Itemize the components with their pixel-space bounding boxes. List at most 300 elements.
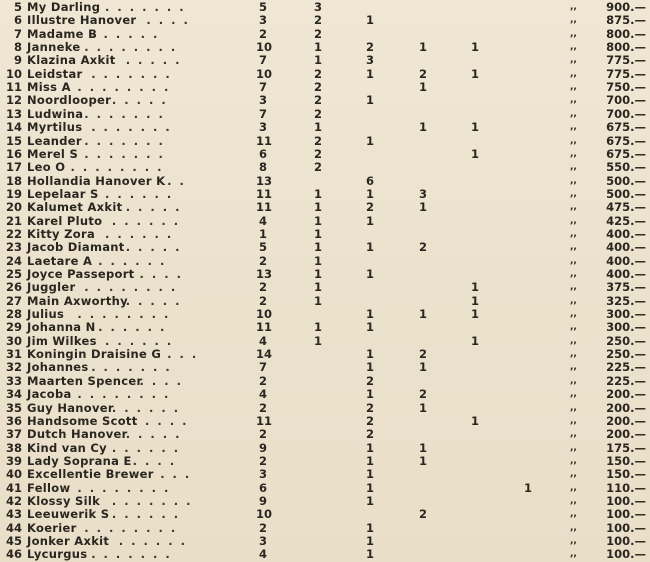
horse-name: Julius	[27, 307, 65, 322]
dot-leader: . . . . . . .	[105, 0, 186, 14]
count-col-1: 8	[258, 160, 267, 175]
dot-leader: . . . . . . .	[84, 133, 165, 148]
horse-name: Kind van Cy	[27, 440, 107, 455]
prize-amount: 800.—	[606, 26, 646, 41]
ditto-mark: ,,	[570, 295, 577, 306]
horse-name: Madame B	[27, 26, 98, 41]
ditto-mark: ,,	[570, 549, 577, 560]
count-col-2: 1	[313, 293, 322, 308]
count-col-5: 1	[470, 307, 479, 322]
horse-name: Klazina Axkit	[27, 53, 116, 68]
count-col-1: 4	[258, 333, 267, 348]
row-number: 40	[5, 467, 22, 482]
ditto-mark: ,,	[570, 442, 577, 453]
dot-leader: . . . . . . .	[91, 66, 172, 81]
count-col-1: 9	[258, 493, 267, 508]
count-col-6: 1	[523, 480, 532, 495]
count-col-1: 4	[258, 213, 267, 228]
dot-leader: . . .	[160, 467, 192, 482]
horse-name: Guy Hanover	[27, 400, 114, 415]
count-col-1: 13	[256, 267, 273, 281]
horse-name: Leeuwerik S	[27, 507, 110, 522]
horse-name: Merel S	[27, 146, 79, 161]
dot-leader: . . . . . . . .	[77, 80, 171, 95]
count-col-3: 1	[365, 440, 374, 455]
row-number: 19	[5, 186, 22, 201]
ditto-mark: ,,	[570, 28, 577, 39]
row-number: 46	[5, 547, 22, 562]
dot-leader: . . . . . . . .	[84, 280, 178, 295]
count-col-1: 4	[258, 387, 267, 402]
table-row	[0, 388, 650, 401]
count-col-1: 10	[256, 307, 273, 322]
count-col-2: 2	[313, 160, 322, 175]
dot-leader: . . . . . . .	[111, 493, 193, 508]
count-col-4: 1	[418, 360, 427, 375]
ditto-mark: ,,	[570, 482, 577, 493]
table-row	[0, 175, 650, 188]
dot-leader: . . . . . .	[118, 534, 188, 548]
prize-amount: 425.—	[606, 213, 646, 228]
count-col-1: 2	[258, 400, 267, 415]
dot-leader: . . . . . .	[98, 320, 167, 335]
row-number: 23	[5, 240, 22, 255]
row-number: 10	[5, 66, 22, 81]
count-col-1: 3	[258, 13, 267, 28]
count-col-1: 13	[256, 173, 273, 188]
dot-leader: . . . . .	[111, 93, 168, 108]
ditto-mark: ,,	[570, 495, 577, 506]
row-number: 37	[5, 427, 22, 442]
count-col-4: 1	[418, 40, 427, 55]
count-col-3: 2	[365, 373, 374, 388]
horse-name: Fellow	[27, 480, 71, 495]
ditto-mark: ,,	[570, 162, 577, 173]
dot-leader: . . . .	[139, 267, 183, 281]
dot-leader: . . . . . . . .	[77, 387, 171, 402]
row-number: 9	[13, 53, 22, 68]
ditto-mark: ,,	[570, 68, 577, 79]
dot-leader: . . . . . .	[105, 186, 174, 201]
count-col-5: 1	[470, 146, 479, 161]
ditto-mark: ,,	[570, 349, 577, 360]
count-col-4: 2	[418, 66, 427, 81]
dot-leader: . . . . .	[132, 413, 189, 428]
count-col-3: 2	[365, 40, 374, 55]
table-row	[0, 295, 650, 308]
count-col-2: 2	[313, 106, 322, 121]
count-col-1: 3	[258, 467, 267, 482]
prize-amount: 150.—	[606, 453, 646, 468]
prize-amount: 400.—	[606, 240, 646, 255]
ditto-mark: ,,	[570, 509, 577, 520]
table-row	[0, 482, 650, 495]
row-number: 35	[5, 400, 22, 415]
ditto-mark: ,,	[570, 108, 577, 119]
row-number: 12	[5, 93, 22, 108]
count-col-2: 1	[313, 253, 322, 268]
count-col-1: 14	[256, 347, 273, 362]
dot-leader: . . . . .	[125, 427, 182, 442]
horse-name: Kitty Zora	[27, 226, 96, 241]
count-col-1: 11	[256, 320, 273, 335]
table-row	[0, 28, 650, 41]
count-col-3: 1	[365, 547, 374, 562]
horse-name: My Darling	[27, 0, 101, 14]
table-row	[0, 228, 650, 241]
table-row	[0, 308, 650, 321]
horse-name: Dutch Hanover	[27, 427, 128, 442]
table-row	[0, 335, 650, 348]
row-number: 39	[5, 453, 22, 468]
count-col-3: 1	[365, 534, 374, 548]
count-col-1: 11	[256, 413, 273, 428]
count-col-1: 5	[258, 0, 267, 14]
count-col-1: 3	[258, 120, 267, 135]
count-col-2: 2	[313, 80, 322, 95]
count-col-5: 1	[470, 413, 479, 428]
horse-name: Lycurgus	[27, 547, 88, 562]
row-number: 8	[13, 40, 22, 55]
count-col-1: 3	[258, 93, 267, 108]
prize-amount: 675.—	[606, 133, 646, 148]
ditto-mark: ,,	[570, 269, 577, 279]
count-col-3: 1	[365, 307, 374, 322]
horse-name: Hollandia Hanover K	[27, 173, 166, 188]
row-number: 22	[5, 226, 22, 241]
row-number: 38	[5, 440, 22, 455]
count-col-3: 2	[365, 400, 374, 415]
ditto-mark: ,,	[570, 335, 577, 346]
count-col-1: 7	[258, 360, 267, 375]
dot-leader: . . . . . . .	[91, 360, 172, 375]
count-col-4: 2	[418, 507, 427, 522]
count-col-1: 11	[256, 200, 273, 215]
row-number: 17	[5, 160, 22, 175]
count-col-1: 6	[258, 146, 267, 161]
prize-amount: 500.—	[606, 186, 646, 201]
count-col-1: 5	[258, 240, 267, 255]
prize-amount: 550.—	[606, 160, 646, 175]
prize-amount: 110.—	[606, 480, 646, 495]
ditto-mark: ,,	[570, 82, 577, 93]
count-col-1: 2	[258, 520, 267, 535]
count-col-5: 1	[470, 120, 479, 135]
table-row	[0, 135, 650, 148]
dot-leader: . . . . . . . .	[77, 307, 171, 322]
row-number: 41	[5, 480, 22, 495]
horse-name: Myrtilus	[27, 120, 83, 135]
ditto-mark: ,,	[570, 135, 577, 146]
prize-amount: 675.—	[606, 120, 646, 135]
count-col-4: 2	[418, 240, 427, 255]
count-col-3: 1	[365, 480, 374, 495]
table-row	[0, 255, 650, 268]
ditto-mark: ,,	[570, 415, 577, 426]
count-col-3: 1	[365, 213, 374, 228]
count-col-3: 6	[365, 173, 374, 188]
count-col-3: 1	[365, 520, 374, 535]
table-row	[0, 161, 650, 174]
ditto-mark: ,,	[570, 309, 577, 320]
prize-amount: 325.—	[606, 293, 646, 308]
horse-name: Jonker Axkit	[27, 534, 110, 548]
prize-amount: 700.—	[606, 106, 646, 121]
prize-amount: 200.—	[606, 400, 646, 415]
prize-amount: 200.—	[606, 413, 646, 428]
table-row	[0, 54, 650, 67]
count-col-2: 1	[313, 320, 322, 335]
count-col-3: 1	[365, 453, 374, 468]
row-number: 43	[5, 507, 22, 522]
count-col-4: 1	[418, 440, 427, 455]
dot-leader: . . . .	[139, 373, 183, 388]
count-col-4: 1	[418, 120, 427, 135]
count-col-1: 2	[258, 280, 267, 295]
table-row	[0, 41, 650, 54]
dot-leader: . .	[167, 173, 186, 188]
prize-amount: 675.—	[606, 146, 646, 161]
prize-amount: 400.—	[606, 253, 646, 268]
ditto-mark: ,,	[570, 255, 577, 266]
horse-name: Klossy Silk	[27, 493, 101, 508]
table-row	[0, 455, 650, 468]
ditto-mark: ,,	[570, 42, 577, 53]
table-row	[0, 375, 650, 388]
horse-name: Koningin Draisine G	[27, 347, 162, 362]
table-row	[0, 108, 650, 121]
dot-leader: . . . . . . . .	[84, 520, 178, 535]
count-col-2: 2	[313, 66, 322, 81]
table-row	[0, 201, 650, 214]
dot-leader: . . . . . .	[111, 213, 181, 228]
ditto-mark: ,,	[570, 455, 577, 466]
count-col-5: 1	[470, 40, 479, 55]
horse-name: Jacoba	[27, 387, 72, 402]
count-col-2: 1	[313, 226, 322, 241]
prize-amount: 875.—	[606, 13, 646, 28]
table-row	[0, 188, 650, 201]
count-col-2: 1	[313, 200, 322, 215]
table-row	[0, 68, 650, 81]
horse-name: Leidstar	[27, 66, 83, 81]
table-row	[0, 522, 650, 535]
row-number: 18	[5, 173, 22, 188]
horse-name: Ludwina	[27, 106, 84, 121]
count-col-4: 3	[418, 186, 427, 201]
table-row	[0, 215, 650, 228]
ditto-mark: ,,	[570, 2, 577, 12]
count-col-1: 7	[258, 106, 267, 121]
horse-name: Illustre Hanover	[27, 13, 137, 28]
prize-amount: 250.—	[606, 347, 646, 362]
table-row	[0, 508, 650, 521]
horse-name: Johannes	[27, 360, 89, 375]
count-col-3: 1	[365, 467, 374, 482]
ditto-mark: ,,	[570, 375, 577, 386]
count-col-3: 1	[365, 133, 374, 148]
count-col-4: 1	[418, 80, 427, 95]
ditto-mark: ,,	[570, 215, 577, 226]
table-row	[0, 442, 650, 455]
table-row	[0, 14, 650, 27]
count-col-2: 3	[313, 0, 322, 14]
horse-name: Leander	[27, 133, 82, 148]
ditto-mark: ,,	[570, 228, 577, 239]
ditto-mark: ,,	[570, 15, 577, 26]
horse-name: Excellentie Brewer	[27, 467, 154, 482]
ditto-mark: ,,	[570, 202, 577, 213]
prize-amount: 775.—	[606, 53, 646, 68]
count-col-1: 11	[256, 186, 273, 201]
dot-leader: . . . . .	[125, 240, 182, 255]
ditto-mark: ,,	[570, 469, 577, 480]
row-number: 28	[5, 307, 22, 322]
count-col-2: 1	[313, 40, 322, 55]
table-row	[0, 548, 650, 561]
row-number: 30	[5, 333, 22, 348]
row-number: 27	[5, 293, 22, 308]
count-col-3: 1	[365, 267, 374, 281]
count-col-1: 4	[258, 547, 267, 562]
horse-name: Kalumet Axkit	[27, 200, 123, 215]
prize-amount: 800.—	[606, 40, 646, 55]
dot-leader: . . . .	[146, 13, 190, 28]
horse-name: Juggler	[27, 280, 76, 295]
count-col-3: 1	[365, 320, 374, 335]
row-number: 11	[5, 80, 22, 95]
horse-name: Leo O	[27, 160, 66, 175]
row-number: 32	[5, 360, 22, 375]
table-row	[0, 148, 650, 161]
count-col-3: 2	[365, 427, 374, 442]
row-number: 5	[13, 0, 22, 14]
prize-amount: 775.—	[606, 66, 646, 81]
count-col-1: 2	[258, 427, 267, 442]
prize-amount: 100.—	[606, 520, 646, 535]
row-number: 24	[5, 253, 22, 268]
count-col-2: 2	[313, 133, 322, 148]
count-col-1: 10	[256, 66, 273, 81]
count-col-4: 1	[418, 453, 427, 468]
horse-name: Koerier	[27, 520, 77, 535]
ditto-mark: ,,	[570, 55, 577, 66]
ditto-mark: ,,	[570, 148, 577, 159]
count-col-1: 2	[258, 453, 267, 468]
prize-amount: 900.—	[606, 0, 646, 14]
dot-leader: . . . . . .	[98, 253, 167, 268]
row-number: 29	[5, 320, 22, 335]
horse-name: Lady Soprana E	[27, 453, 132, 468]
count-col-3: 1	[365, 347, 374, 362]
count-col-2: 1	[313, 333, 322, 348]
row-number: 25	[5, 267, 22, 281]
ditto-mark: ,,	[570, 122, 577, 133]
prize-amount: 225.—	[606, 373, 646, 388]
table-row	[0, 121, 650, 134]
ditto-mark: ,,	[570, 175, 577, 186]
table-row	[0, 415, 650, 428]
count-col-1: 10	[256, 507, 273, 522]
table-row	[0, 281, 650, 294]
table-row	[0, 268, 650, 281]
count-col-2: 2	[313, 26, 322, 41]
horse-name: Miss A	[27, 80, 71, 95]
prize-amount: 150.—	[606, 467, 646, 482]
count-col-3: 1	[365, 387, 374, 402]
prize-amount: 475.—	[606, 200, 646, 215]
prize-amount: 200.—	[606, 427, 646, 442]
dot-leader: . . . . .	[125, 53, 182, 68]
row-number: 16	[5, 146, 22, 161]
horse-name: Main Axworthy	[27, 293, 128, 308]
count-col-2: 1	[313, 267, 322, 281]
count-col-2: 2	[313, 13, 322, 28]
ditto-mark: ,,	[570, 242, 577, 253]
count-col-3: 1	[365, 13, 374, 28]
table-row	[0, 348, 650, 361]
dot-leader: . . . . . . . .	[77, 480, 171, 495]
dot-leader: . . . . . . .	[84, 146, 165, 161]
prize-amount: 200.—	[606, 387, 646, 402]
horse-name: Karel Pluto	[27, 213, 103, 228]
row-number: 44	[5, 520, 22, 535]
table-row	[0, 81, 650, 94]
prize-amount: 300.—	[606, 320, 646, 335]
count-col-2: 1	[313, 240, 322, 255]
count-col-3: 1	[365, 360, 374, 375]
prize-amount: 400.—	[606, 226, 646, 241]
dot-leader: . . . . .	[125, 293, 182, 308]
dot-leader: . . . . . . .	[91, 120, 172, 135]
count-col-3: 1	[365, 66, 374, 81]
count-col-3: 1	[365, 186, 374, 201]
row-number: 26	[5, 280, 22, 295]
ditto-mark: ,,	[570, 522, 577, 533]
table-row	[0, 468, 650, 481]
prize-amount: 100.—	[606, 493, 646, 508]
count-col-5: 1	[470, 280, 479, 295]
table-row	[0, 495, 650, 508]
table-row	[0, 1, 650, 14]
ditto-mark: ,,	[570, 188, 577, 199]
horse-name: Johanna N	[27, 320, 96, 335]
horse-name: Jacob Diamant	[27, 240, 125, 255]
count-col-1: 7	[258, 53, 267, 68]
horse-name: Maarten Spencer	[27, 373, 143, 388]
horse-name: Jim Wilkes	[27, 333, 97, 348]
count-col-1: 9	[258, 440, 267, 455]
count-col-3: 3	[365, 53, 374, 68]
prize-amount: 100.—	[606, 547, 646, 562]
count-col-1: 3	[258, 534, 267, 548]
row-number: 36	[5, 413, 22, 428]
row-number: 7	[13, 26, 22, 41]
prize-amount: 500.—	[606, 173, 646, 188]
dot-leader: . . . . . .	[111, 440, 181, 455]
count-col-4: 1	[418, 307, 427, 322]
prize-amount: 250.—	[606, 333, 646, 348]
count-col-2: 1	[313, 213, 322, 228]
dot-leader: . . .	[167, 347, 199, 362]
table-row	[0, 402, 650, 415]
count-col-1: 10	[256, 40, 273, 55]
count-col-3: 2	[365, 413, 374, 428]
prize-amount: 400.—	[606, 267, 646, 281]
row-number: 31	[5, 347, 22, 362]
horse-name: Laetare A	[27, 253, 93, 268]
ditto-mark: ,,	[570, 362, 577, 373]
